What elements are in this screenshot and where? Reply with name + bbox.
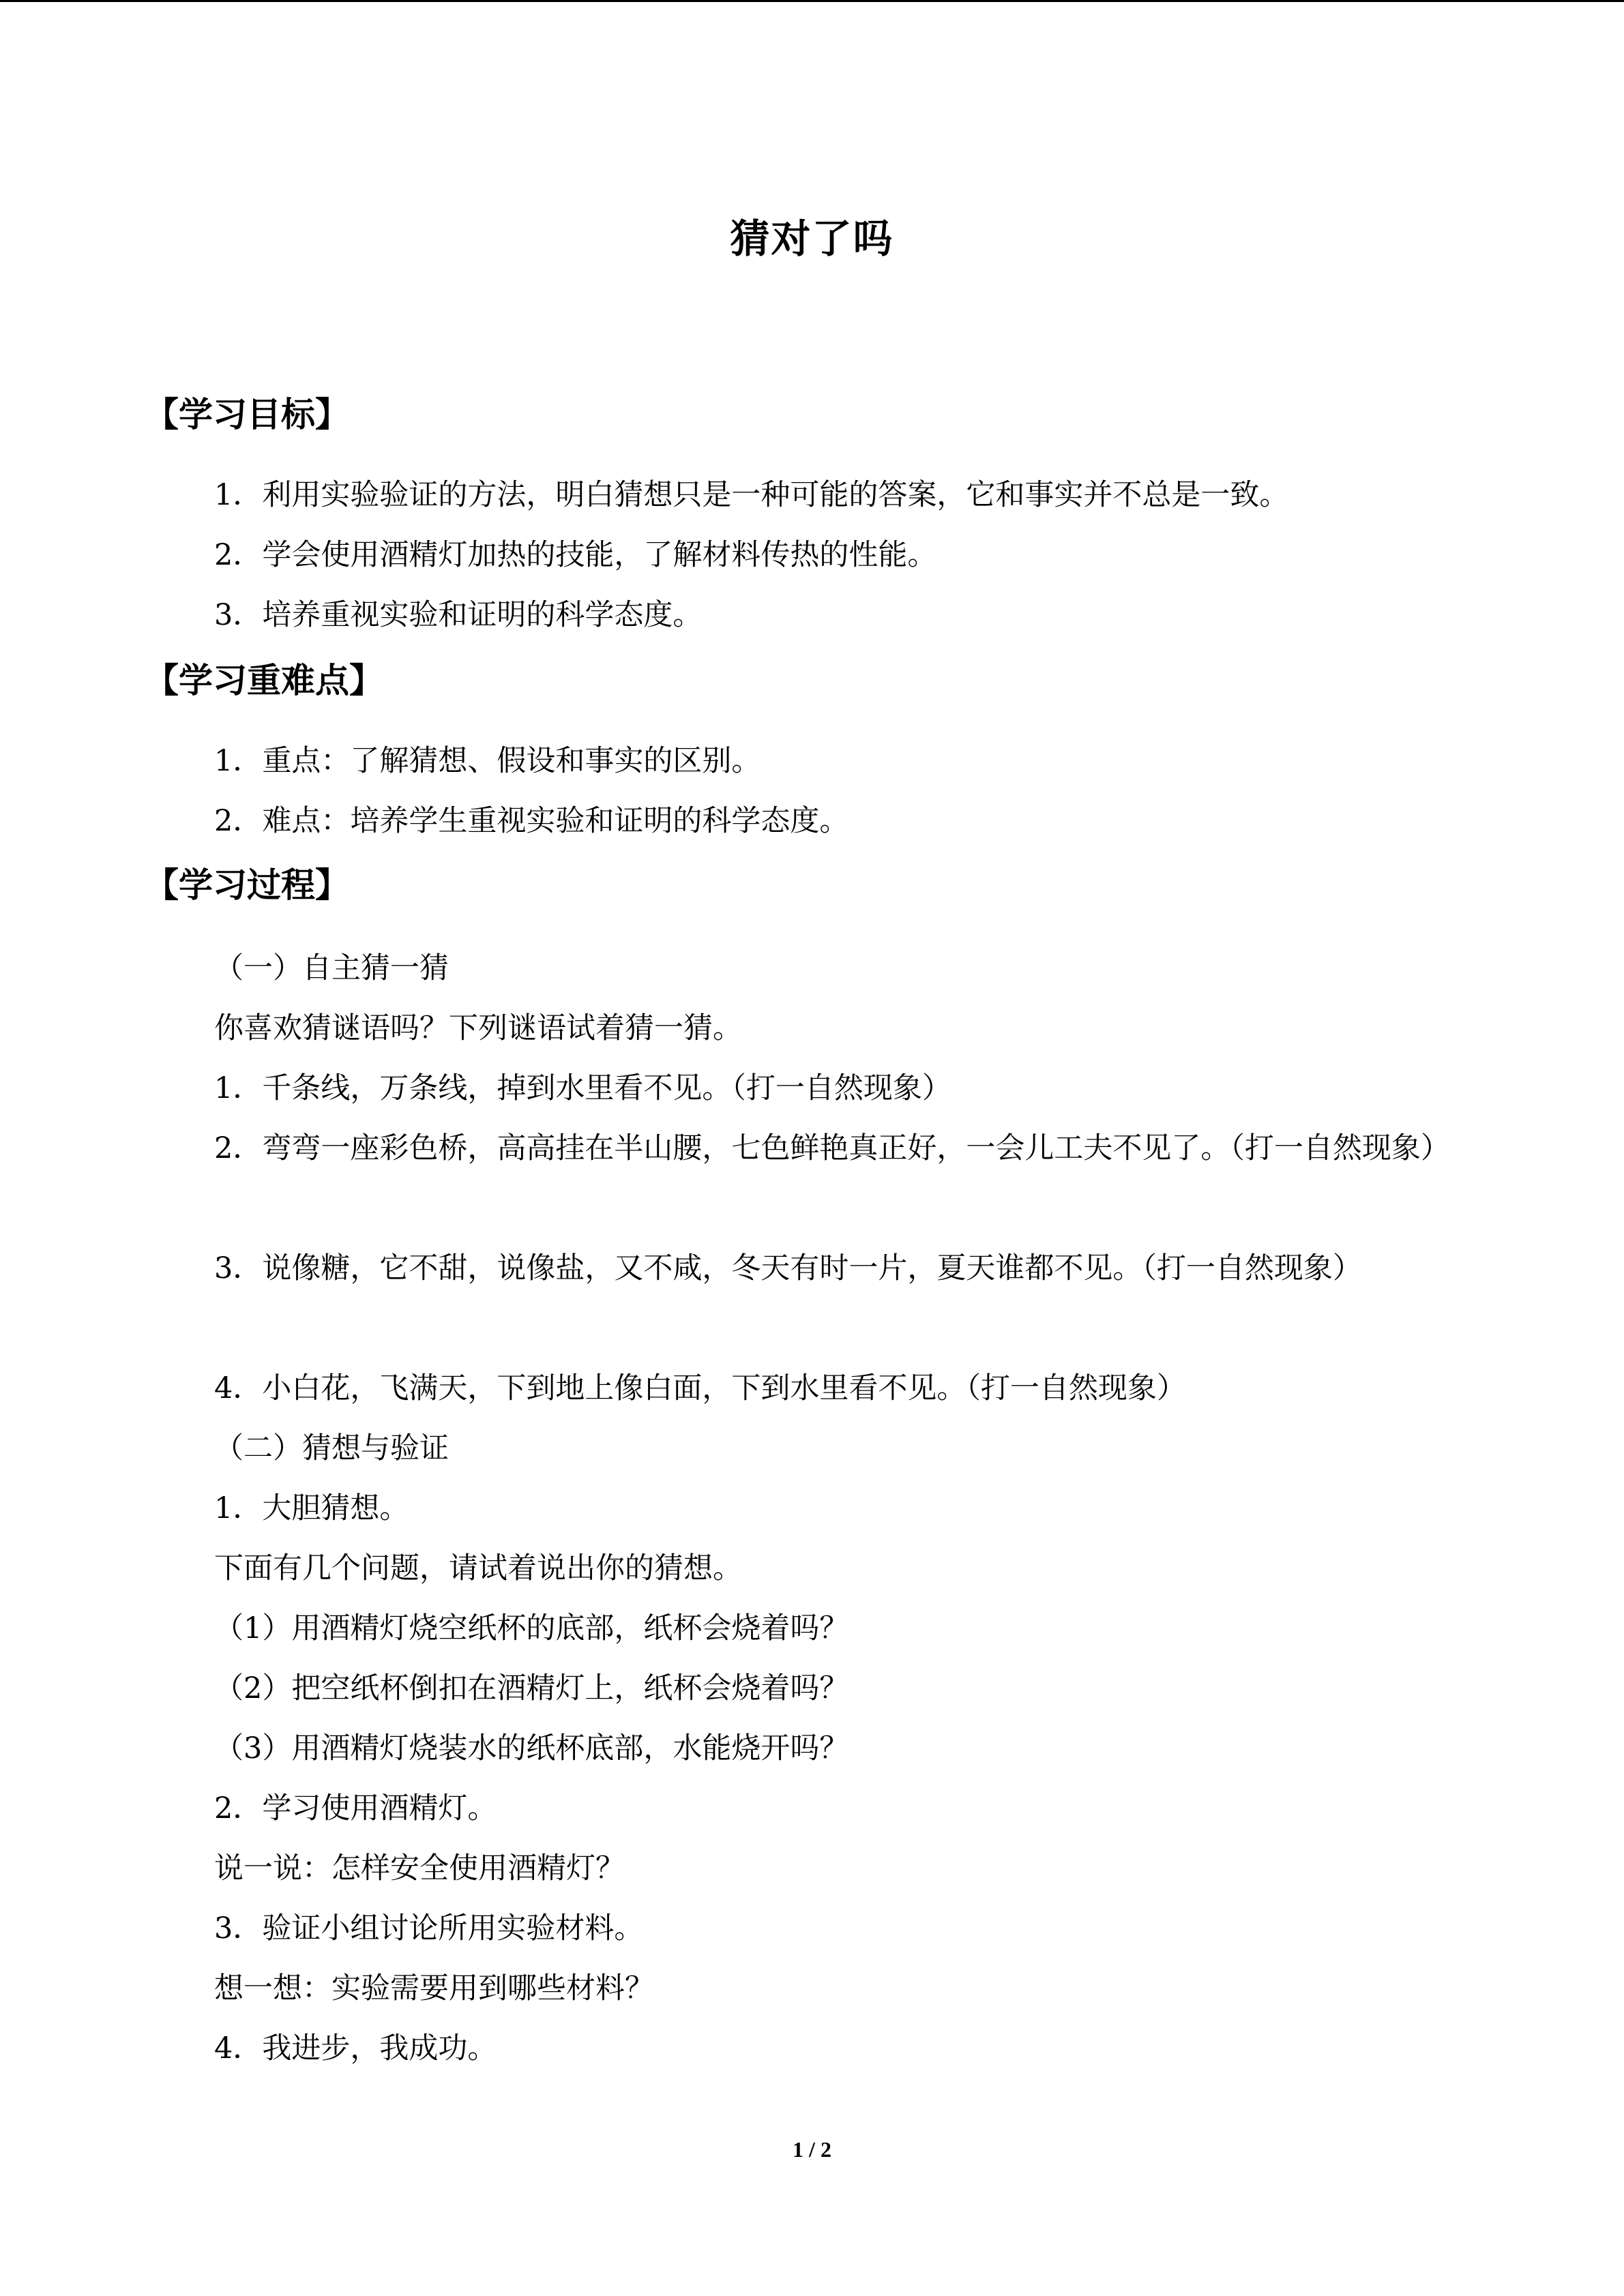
- section-heading-process: 【学习过程】: [145, 865, 349, 905]
- key-point-item-1: 1．重点：了解猜想、假设和事实的区别。: [214, 744, 761, 778]
- part1-intro: 你喜欢猜谜语吗？下列谜语试着猜一猜。: [214, 1011, 742, 1045]
- riddle-item-2: 2．弯弯一座彩色桥，高高挂在半山腰，七色鲜艳真正好，一会儿工夫不见了。（打一自然现象）: [214, 1131, 1450, 1165]
- part2-title: （二）猜想与验证: [214, 1431, 449, 1465]
- question-item-2: （2）把空纸杯倒扣在酒精灯上，纸杯会烧着吗？: [214, 1671, 849, 1705]
- section-heading-objectives: 【学习目标】: [145, 395, 349, 434]
- step3-prompt: 想一想：实验需要用到哪些材料？: [214, 1971, 654, 2006]
- question-item-3: （3）用酒精灯烧装水的纸杯底部，水能烧开吗？: [214, 1731, 849, 1765]
- riddle-item-3: 3．说像糖，它不甜，说像盐，又不咸，冬天有时一片，夏天谁都不见。（打一自然现象）: [214, 1251, 1362, 1285]
- section-heading-key-points: 【学习重难点】: [145, 661, 383, 700]
- part1-title: （一）自主猜一猜: [214, 951, 449, 985]
- step4-title: 4．我进步，我成功。: [214, 2031, 497, 2066]
- objective-item-1: 1．利用实验验证的方法，明白猜想只是一种可能的答案，它和事实并不总是一致。: [214, 478, 1289, 512]
- riddle-item-4: 4．小白花，飞满天，下到地上像白面，下到水里看不见。（打一自然现象）: [214, 1371, 1186, 1405]
- top-border-line: [0, 0, 1624, 2]
- objective-item-3: 3．培养重视实验和证明的科学态度。: [214, 598, 703, 632]
- step2-title: 2．学习使用酒精灯。: [214, 1791, 497, 1825]
- question-item-1: （1）用酒精灯烧空纸杯的底部，纸杯会烧着吗？: [214, 1611, 849, 1645]
- step2-prompt: 说一说：怎样安全使用酒精灯？: [214, 1851, 625, 1885]
- step1-title: 1．大胆猜想。: [214, 1491, 409, 1525]
- objective-item-2: 2．学会使用酒精灯加热的技能，了解材料传热的性能。: [214, 538, 937, 572]
- key-point-item-2: 2．难点：培养学生重视实验和证明的科学态度。: [214, 804, 849, 838]
- page-number: 1 / 2: [793, 2137, 831, 2162]
- step1-intro: 下面有几个问题，请试着说出你的猜想。: [214, 1551, 742, 1585]
- riddle-item-1: 1．千条线，万条线，掉到水里看不见。（打一自然现象）: [214, 1071, 951, 1105]
- step3-title: 3．验证小组讨论所用实验材料。: [214, 1911, 644, 1945]
- page-title: 猜对了吗: [730, 215, 894, 262]
